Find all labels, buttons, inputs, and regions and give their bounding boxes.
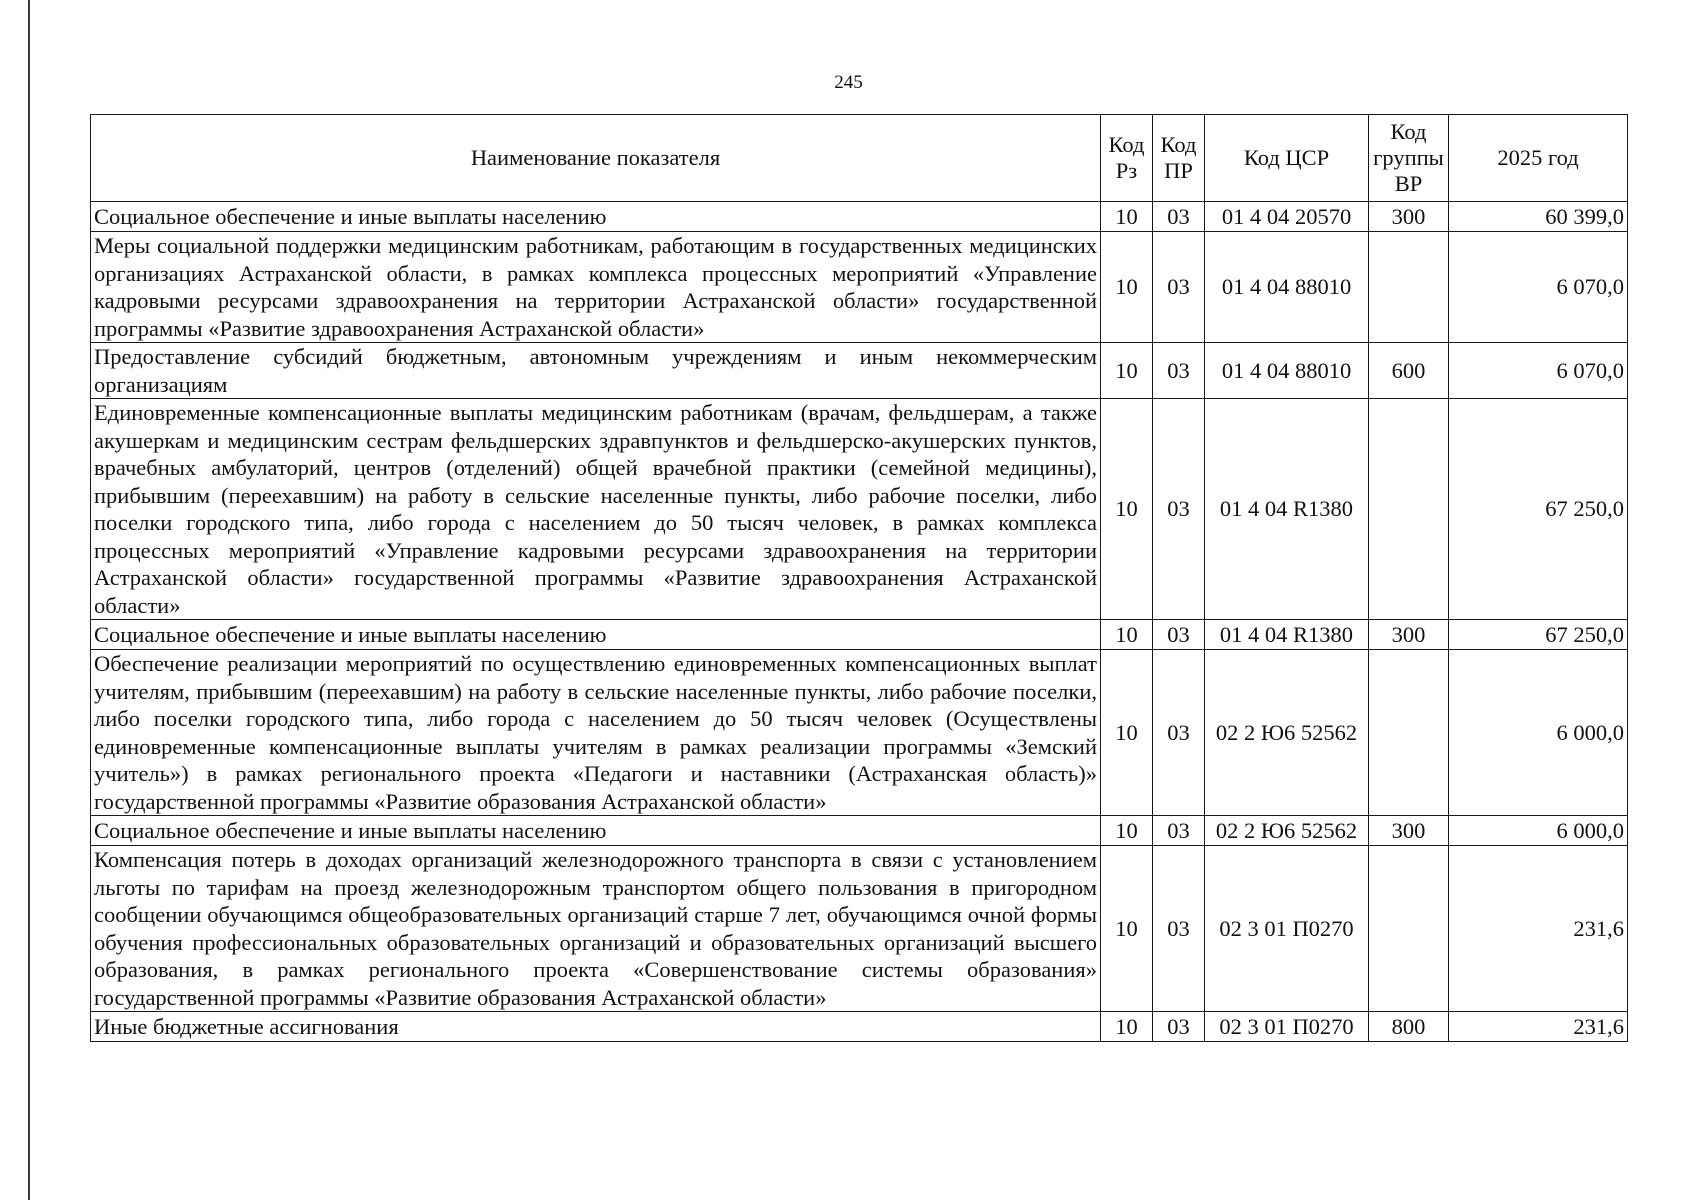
- row-name: Обеспечение реализации мероприятий по осуществлению единовременных компенсационных выплат учителям, прибывшим (переехавшим) на работу в сельские населенные пункты, либо рабочие поселки, либо поселки городского типа, либо города с населением до 50 тысяч человек (Осуществлены единовременные компенсационные выплаты учителям в рамках реализации программы «Земский учитель») в рамках регионального проекта «Педагоги и наставники (Астраханская область)» государственной программы «Развитие образования Астраханской области»: [91, 650, 1101, 816]
- table-row: [91, 846, 1628, 1012]
- row-name: Единовременные компенсационные выплаты медицинским работникам (врачам, фельдшерам, а также акушеркам и медицинским сестрам фельдшерских здравпунктов и фельдшерско-акушерских пунктов, врачебных амбулаторий, центров (отделений) общей врачебной практики (семейной медицины), прибывшим (переехавшим) на работу в сельские населенные пункты, либо рабочие поселки, либо поселки городского типа, либо города с населением до 50 тысяч человек, в рамках комплекса процессных мероприятий «Управление кадровыми ресурсами здравоохранения на территории Астраханской области» государственной программы «Развитие здравоохранения Астраханской области»: [91, 399, 1101, 620]
- row-csr: 01 4 04 R1380: [1205, 620, 1369, 650]
- row-vr: [1369, 232, 1449, 343]
- budget-table: [90, 114, 1628, 1042]
- row-amount: 6 070,0: [1449, 343, 1628, 399]
- row-name: Предоставление субсидий бюджетным, автономным учреждениям и иным некоммерческим организациям: [91, 343, 1101, 399]
- row-amount: 6 000,0: [1449, 816, 1628, 846]
- table-row: [91, 620, 1628, 650]
- page-number: 245: [834, 72, 863, 93]
- row-pr: 03: [1153, 399, 1205, 620]
- row-pr: 03: [1153, 816, 1205, 846]
- row-csr: 01 4 04 R1380: [1205, 399, 1369, 620]
- row-pr: 03: [1153, 846, 1205, 1012]
- row-rz: 10: [1101, 846, 1153, 1012]
- table-header-row: [91, 115, 1628, 202]
- table-row: [91, 232, 1628, 343]
- row-rz: 10: [1101, 399, 1153, 620]
- table-row: [91, 343, 1628, 399]
- row-pr: 03: [1153, 202, 1205, 232]
- binding-margin-line: [28, 0, 30, 1200]
- row-pr: 03: [1153, 1012, 1205, 1042]
- row-pr: 03: [1153, 232, 1205, 343]
- table-row: [91, 816, 1628, 846]
- row-amount: 231,6: [1449, 1012, 1628, 1042]
- row-name: Социальное обеспечение и иные выплаты населению: [91, 620, 1101, 650]
- row-rz: 10: [1101, 202, 1153, 232]
- row-vr: [1369, 650, 1449, 816]
- row-vr: [1369, 399, 1449, 620]
- row-pr: 03: [1153, 620, 1205, 650]
- header-rz: Код Рз: [1101, 115, 1153, 202]
- row-rz: 10: [1101, 1012, 1153, 1042]
- row-csr: 01 4 04 88010: [1205, 343, 1369, 399]
- row-name: Социальное обеспечение и иные выплаты населению: [91, 202, 1101, 232]
- row-rz: 10: [1101, 232, 1153, 343]
- row-pr: 03: [1153, 343, 1205, 399]
- table-row: [91, 202, 1628, 232]
- header-name: Наименование показателя: [91, 115, 1101, 202]
- table-row: [91, 650, 1628, 816]
- row-rz: 10: [1101, 816, 1153, 846]
- row-rz: 10: [1101, 620, 1153, 650]
- table-row: [91, 1012, 1628, 1042]
- row-rz: 10: [1101, 343, 1153, 399]
- row-vr: 300: [1369, 816, 1449, 846]
- row-amount: 6 070,0: [1449, 232, 1628, 343]
- row-vr: [1369, 846, 1449, 1012]
- row-amount: 6 000,0: [1449, 650, 1628, 816]
- header-pr: Код ПР: [1153, 115, 1205, 202]
- row-vr: 800: [1369, 1012, 1449, 1042]
- table-row: [91, 399, 1628, 620]
- row-vr: 300: [1369, 202, 1449, 232]
- row-csr: 02 2 Ю6 52562: [1205, 816, 1369, 846]
- row-name: Социальное обеспечение и иные выплаты населению: [91, 816, 1101, 846]
- row-amount: 231,6: [1449, 846, 1628, 1012]
- row-amount: 67 250,0: [1449, 620, 1628, 650]
- row-amount: 60 399,0: [1449, 202, 1628, 232]
- row-pr: 03: [1153, 650, 1205, 816]
- row-csr: 01 4 04 20570: [1205, 202, 1369, 232]
- row-name: Иные бюджетные ассигнования: [91, 1012, 1101, 1042]
- row-rz: 10: [1101, 650, 1153, 816]
- header-year: 2025 год: [1449, 115, 1628, 202]
- row-name: Меры социальной поддержки медицинским работникам, работающим в государственных медицинских организациях Астраханской области, в рамках комплекса процессных мероприятий «Управление кадровыми ресурсами здравоохранения на территории Астраханской области» государственной программы «Развитие здравоохранения Астраханской области»: [91, 232, 1101, 343]
- header-vr: Код группы ВР: [1369, 115, 1449, 202]
- row-vr: 300: [1369, 620, 1449, 650]
- row-name: Компенсация потерь в доходах организаций железнодорожного транспорта в связи с установлением льготы по тарифам на проезд железнодорожным транспортом общего пользования в пригородном сообщении обучающимся общеобразовательных организаций старше 7 лет, обучающимся очной формы обучения профессиональных образовательных организаций и образовательных организаций высшего образования, в рамках регионального проекта «Совершенствование системы образования» государственной программы «Развитие образования Астраханской области»: [91, 846, 1101, 1012]
- header-csr: Код ЦСР: [1205, 115, 1369, 202]
- row-csr: 02 3 01 П0270: [1205, 846, 1369, 1012]
- row-csr: 01 4 04 88010: [1205, 232, 1369, 343]
- row-csr: 02 3 01 П0270: [1205, 1012, 1369, 1042]
- row-vr: 600: [1369, 343, 1449, 399]
- row-csr: 02 2 Ю6 52562: [1205, 650, 1369, 816]
- row-amount: 67 250,0: [1449, 399, 1628, 620]
